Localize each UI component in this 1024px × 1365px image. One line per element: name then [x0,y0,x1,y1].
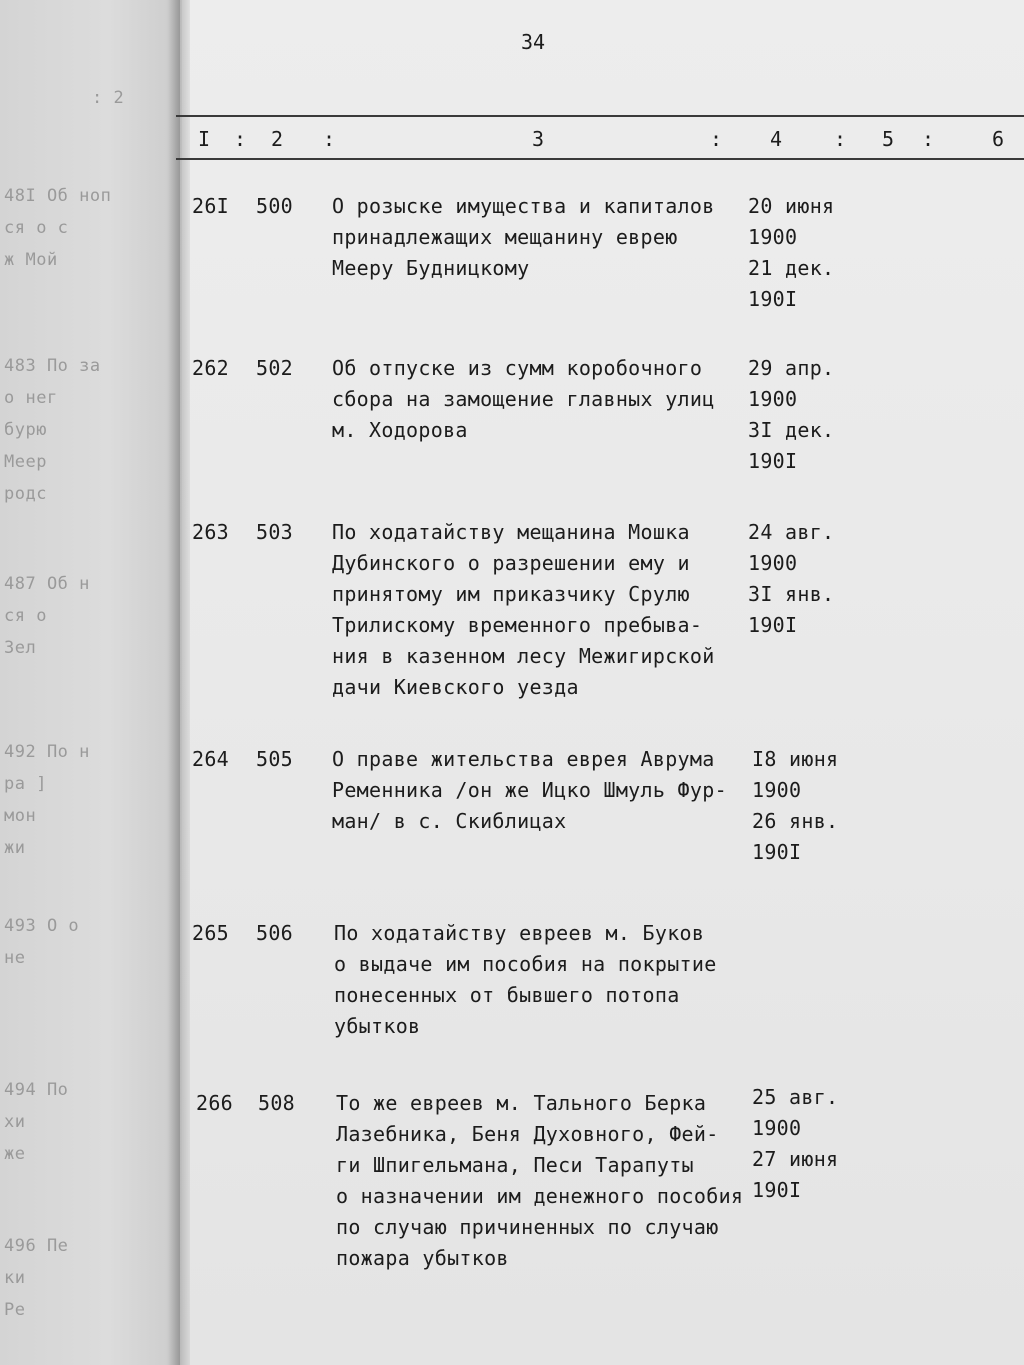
left-page-fragment: бурю [4,420,47,440]
date-line: 190I [748,449,798,473]
left-page-fragment: ж Мой [4,250,58,270]
entry-description [336,1088,743,1274]
column-header-6: 6 [992,127,1005,151]
left-page-fragment: жи [4,838,26,858]
description-line: О праве жительства еврея Аврума [332,747,715,771]
description-line: Об отпуске из сумм коробочного [332,356,703,380]
description-line: ния в казенном лесу Межигирской [332,644,715,668]
header-rule-bottom [176,158,1024,160]
description-line: принадлежащих мещанину еврею [332,225,678,249]
left-page-fragment: : 2 [92,88,125,108]
book-gutter-shadow [168,0,190,1365]
column-separator: : [710,127,723,151]
date-line: 3I дек. [748,418,835,442]
column-header-5: 5 [882,127,895,151]
description-line: о назначении им денежного пособия [336,1184,744,1208]
left-page-fragment: же [4,1144,26,1164]
date-line: 21 дек. [748,256,835,280]
left-page-fragment: Зел [4,638,37,658]
entry-file-id: 508 [258,1091,296,1115]
description-line: По ходатайству евреев м. Буков [334,921,705,945]
description-line: м. Ходорова [332,418,468,442]
left-page-fragment: 483 По за [4,356,101,376]
left-page-fragment: о нег [4,388,58,408]
description-line: ги Шпигельмана, Песи Тарапуты [336,1153,694,1177]
date-line: 1900 [752,1116,802,1140]
entry-number: 26I [192,194,230,218]
left-page-edge [0,0,180,1365]
date-line: 29 апр. [748,356,835,380]
left-page-fragment: ся о [4,606,47,626]
left-page-fragment: 492 По н [4,742,90,762]
entry-number: 265 [192,921,230,945]
entry-description [332,517,715,703]
entry-file-id: 503 [256,520,294,544]
description-line: ман/ в с. Скиблицах [332,809,567,833]
column-header-1: I [198,127,211,151]
left-page-fragment: хи [4,1112,26,1132]
column-separator: : [834,127,847,151]
date-line: 26 янв. [752,809,839,833]
entry-dates [748,353,834,477]
left-page-fragment: родс [4,484,47,504]
entry-number: 266 [196,1091,234,1115]
date-line: 24 авг. [748,520,835,544]
date-line: 1900 [752,778,802,802]
page-number: 34 [521,30,546,54]
description-line: дачи Киевского уезда [332,675,579,699]
entry-dates [748,191,834,315]
date-line: 190I [748,287,798,311]
description-line: Дубинского о разрешении ему и [332,551,690,575]
description-line: о выдаче им пособия на покрытие [334,952,717,976]
column-header-4: 4 [770,127,783,151]
entry-dates [748,517,834,641]
entry-file-id: 502 [256,356,294,380]
entry-description [332,744,727,837]
date-line: 190I [748,613,798,637]
entry-description [334,918,717,1042]
date-line: 25 авг. [752,1085,839,1109]
description-line: пожара убытков [336,1246,509,1270]
header-rule-top [176,115,1024,117]
date-line: 190I [752,1178,802,1202]
left-page-fragment: не [4,948,26,968]
left-page-fragment: 496 Пе [4,1236,69,1256]
description-line: понесенных от бывшего потопа [334,983,680,1007]
description-line: по случаю причиненных по случаю [336,1215,719,1239]
entry-file-id: 505 [256,747,294,771]
description-line: То же евреев м. Тального Берка [336,1091,707,1115]
description-line: Трилискому временного пребыва- [332,613,703,637]
left-page-fragment: Меер [4,452,47,472]
description-line: О розыске имущества и капиталов [332,194,715,218]
column-separator: : [922,127,935,151]
description-line: Ременника /он же Ицко Шмуль Фур- [332,778,727,802]
description-line: Мееру Будницкому [332,256,530,280]
left-page-fragment: ся о с [4,218,69,238]
description-line: сбора на замощение главных улиц [332,387,715,411]
description-line: принятому им приказчику Срулю [332,582,690,606]
entry-number: 264 [192,747,230,771]
left-page-fragment: 487 Об н [4,574,90,594]
entry-dates [752,744,838,868]
entry-description [332,353,715,446]
column-header-3: 3 [532,127,545,151]
entry-number: 262 [192,356,230,380]
column-separator: : [234,127,247,151]
left-page-fragment: мон [4,806,37,826]
description-line: убытков [334,1014,421,1038]
left-page-fragment: ра ] [4,774,47,794]
date-line: 3I янв. [748,582,835,606]
entry-number: 263 [192,520,230,544]
date-line: 20 июня [748,194,835,218]
column-separator: : [323,127,336,151]
entry-file-id: 506 [256,921,294,945]
date-line: 27 июня [752,1147,839,1171]
left-page-fragment: 494 По [4,1080,69,1100]
description-line: Лазебника, Беня Духовного, Фей- [336,1122,719,1146]
entry-description [332,191,715,284]
column-header-2: 2 [271,127,284,151]
date-line: I8 июня [752,747,839,771]
date-line: 1900 [748,225,798,249]
left-page-fragment: ки [4,1268,26,1288]
date-line: 190I [752,840,802,864]
entry-dates [752,1082,838,1206]
entry-file-id: 500 [256,194,294,218]
left-page-fragment: 493 О о [4,916,80,936]
description-line: По ходатайству мещанина Мошка [332,520,690,544]
left-page-fragment: 48I Об ноп [4,186,112,206]
date-line: 1900 [748,387,798,411]
date-line: 1900 [748,551,798,575]
left-page-fragment: Ре [4,1300,26,1320]
